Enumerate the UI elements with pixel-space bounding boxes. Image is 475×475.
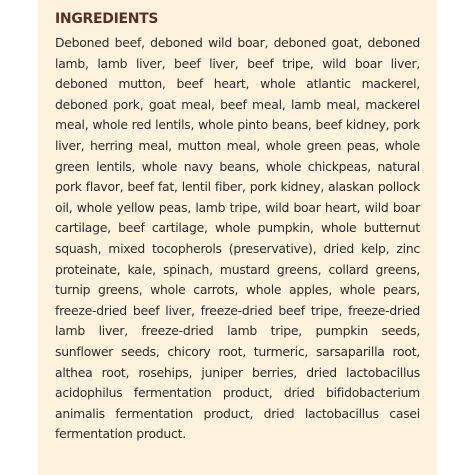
- ingredients-heading: INGREDIENTS: [55, 11, 159, 27]
- ingredients-list: Deboned beef, deboned wild boar, deboned goat, deboned lamb, lamb liver, beef liver, beef tripe, wild boar liver, deboned mutton, beef heart, whole atlantic mackerel, deboned pork, goat meal, beef meal, lamb meal, mackerel meal, whole red lentils, whole pinto beans, beef kidney, pork liver, herring meal, mutton meal, whole green peas, whole green lentils, whole navy beans, whole chickpeas, natural pork flavor, beef fat, lentil fiber, pork kidney, alaskan pollock oil, whole yellow peas, lamb tripe, wild boar heart, wild boar cartilage, beef cartilage, whole pumpkin, whole butternut squash, mixed tocopherols (preservative), dried kelp, zinc proteinate, kale, spinach, mustard greens, collard greens, turnip greens, whole carrots, whole apples, whole pears, freeze-dried beef liver, freeze-dried beef tripe, freeze-dried lamb liver, freeze-dried lamb tripe, pumpkin seeds, sunflower seeds, chicory root, turmeric, sarsaparilla root, althea root, rosehips, juniper berries, dried lactobacillus acidophilus fermentation product, dried bifidobacterium animalis fermentation product, dried lactobacillus casei fermentation product.: [55, 35, 420, 442]
- ingredients-panel: [38, 0, 437, 475]
